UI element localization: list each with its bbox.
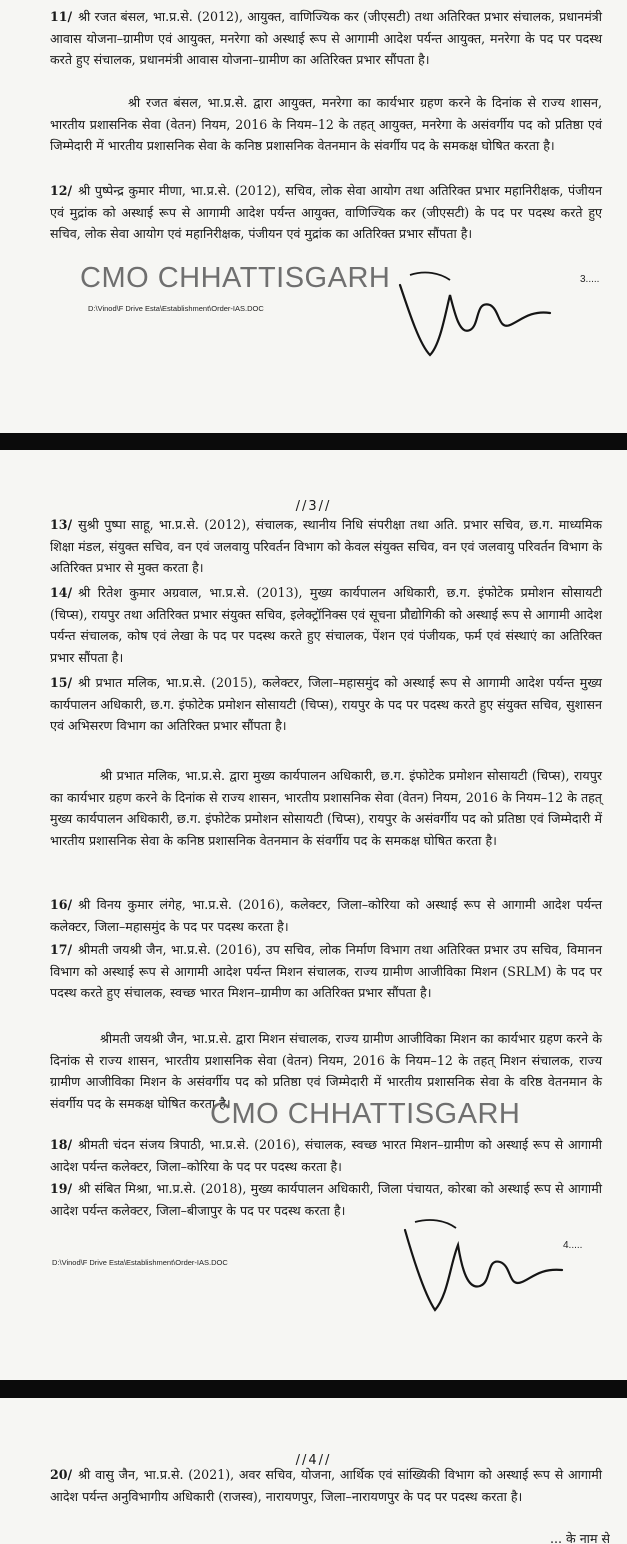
order-item-17	[50, 939, 602, 1027]
order-item-15	[50, 672, 602, 760]
item-number: 19/	[50, 1181, 73, 1196]
signature-icon	[380, 255, 580, 375]
item-text: सुश्री पुष्पा साहू, भा.प्र.से. (2012), संचालक, स्थानीय निधि संपरीक्षा तथा अति. प्रभार सचिव, छ.ग. माध्यमिक शिक्षा मंडल, संयुक्त सचिव, वन एवं जलवायु परिवर्तन विभाग को केवल संयुक्त सचिव, वन एवं जलवायु परिवर्तन विभाग के अतिरिक्त प्रभार से मुक्त करता है।	[50, 517, 602, 576]
order-item-14	[50, 582, 602, 670]
item-number: 14/	[50, 585, 73, 600]
signature-icon	[390, 1210, 583, 1330]
document-page-2	[0, 0, 627, 433]
item-number: 20/	[50, 1467, 73, 1482]
item-number: 12/	[50, 183, 73, 198]
item-text: श्री पुष्पेन्द्र कुमार मीणा, भा.प्र.से. (2012), सचिव, लोक सेवा आयोग तथा अतिरिक्त प्रभार महानिरीक्षक, पंजीयन एवं मुद्रांक को अस्थाई रूप से आगामी आदेश पर्यन्त आयुक्त, वाणिज्यिक कर (जीएसटी) के पद पर पदस्थ करते हुए सचिव, लोक सेवा आयोग एवं महानिरीक्षक, पंजीयन एवं मुद्रांक का अतिरिक्त प्रभार सौंपता है।	[50, 183, 602, 242]
watermark: CMO CHHATTISGARH	[80, 262, 391, 294]
page-separator	[0, 433, 627, 450]
next-page-marker: 3.....	[580, 274, 600, 285]
next-page-marker: 4.....	[563, 1240, 583, 1251]
order-item-15-note	[50, 765, 602, 890]
item-number: 13/	[50, 517, 73, 532]
page-header: //4//	[295, 1453, 332, 1468]
item-number: 11/	[50, 9, 73, 24]
order-item-11	[50, 6, 602, 86]
order-item-12	[50, 180, 602, 260]
item-number: 17/	[50, 942, 73, 957]
file-path: D:\Vinod\F Drive Esta\Establishment\Order-IAS.DOC	[52, 1258, 228, 1267]
file-path: D:\Vinod\F Drive Esta\Establishment\Order-IAS.DOC	[88, 304, 264, 313]
item-text: श्रीमती जयश्री जैन, भा.प्र.से. (2016), उप सचिव, लोक निर्माण विभाग तथा अतिरिक्त प्रभार उप सचिव, विमानन विभाग को अस्थाई रूप से आगामी आदेश पर्यन्त मिशन संचालक, राज्य ग्रामीण आजीविका मिशन (SRLM) के पद पर पदस्थ करते हुए संचालक, स्वच्छ भारत मिशन–ग्रामीण का अतिरिक्त प्रभार सौंपता है।	[50, 942, 602, 1001]
item-text: श्री रजत बंसल, भा.प्र.से. (2012), आयुक्त, वाणिज्यिक कर (जीएसटी) तथा अतिरिक्त प्रभार संचालक, प्रधानमंत्री आवास योजना–ग्रामीण एवं आयुक्त, मनरेगा को अस्थाई रूप से आगामी आदेश पर्यन्त आयुक्त, मनरेगा के पद पर पदस्थ करते हुए संचालक, प्रधानमंत्री आवास योजना–ग्रामीण का अतिरिक्त प्रभार सौंपता है।	[50, 9, 602, 68]
item-number: 16/	[50, 897, 73, 912]
item-number: 15/	[50, 675, 73, 690]
item-text: श्री रितेश कुमार अग्रवाल, भा.प्र.से. (2013), मुख्य कार्यपालन अधिकारी, छ.ग. इंफोटेक प्रमोशन सोसायटी (चिप्स), रायपुर तथा अतिरिक्त प्रभार संयुक्त सचिव, इलेक्ट्रॉनिक्स एवं सूचना प्रौद्योगिकी को अस्थाई रूप से आगामी आदेश पर्यन्त संचालक, कोष एवं लेखा के पद पर पदस्थ करते हुए संचालक, पेंशन एवं पंजीयक, फर्म एवं संस्थाएं का अतिरिक्त प्रभार सौंपता है।	[50, 585, 602, 666]
item-text: श्री प्रभात मलिक, भा.प्र.से. द्वारा मुख्य कार्यपालन अधिकारी, छ.ग. इंफोटेक प्रमोशन सोसायटी (चिप्स), रायपुर का कार्यभार ग्रहण करने के दिनांक से राज्य शासन, भारतीय प्रशासनिक सेवा (वेतन) नियम, 2016 के नियम–12 के तहत् मुख्य कार्यपालन अधिकारी, छ.ग. इंफोटेक प्रमोशन सोसायटी (चिप्स), रायपुर के असंवर्गीय पद को प्रतिष्ठा एवं जिम्मेदारी में भारतीय प्रशासनिक सेवा के कनिष्ठ प्रशासनिक वेतनमान के संवर्गीय पद के समकक्ष घोषित करता है।	[50, 768, 602, 849]
item-text: श्री प्रभात मलिक, भा.प्र.से. (2015), कलेक्टर, जिला–महासमुंद को अस्थाई रूप से आगामी आदेश पर्यन्त मुख्य कार्यपालन अधिकारी, छ.ग. इंफोटेक प्रमोशन सोसायटी (चिप्स), रायपुर के पद पर पदस्थ करते हुए संयुक्त सचिव, सुशासन एवं अभिसरण विभाग का अतिरिक्त प्रभार सौंपता है।	[50, 675, 602, 734]
order-item-18	[50, 1134, 602, 1178]
item-text: श्री संबित मिश्रा, भा.प्र.से. (2018), मुख्य कार्यपालन अधिकारी, जिला पंचायत, कोरबा को अस्थाई रूप से आगामी आदेश पर्यन्त कलेक्टर, जिला–बीजापुर के पद पर पदस्थ करता है।	[50, 1181, 602, 1218]
item-text: श्रीमती जयश्री जैन, भा.प्र.से. द्वारा मिशन संचालक, राज्य ग्रामीण आजीविका मिशन का कार्यभार ग्रहण करने के दिनांक से राज्य शासन, भारतीय प्रशासनिक सेवा (वेतन) नियम, 2016 के नियम–12 के तहत् मिशन संचालक, राज्य ग्रामीण आजीविका मिशन के असंवर्गीय पद को प्रतिष्ठा एवं जिम्मेदारी में भारतीय प्रशासनिक सेवा के वरिष्ठ वेतनमान के संवर्गीय पद के समकक्ष घोषित करता है।	[50, 1031, 602, 1112]
order-item-11-note	[50, 92, 602, 178]
item-number: 18/	[50, 1137, 73, 1152]
item-text: श्री रजत बंसल, भा.प्र.से. द्वारा आयुक्त, मनरेगा का कार्यभार ग्रहण करने के दिनांक से राज्य शासन, भारतीय प्रशासनिक सेवा (वेतन) नियम, 2016 के नियम–12 के तहत् आयुक्त, मनरेगा के असंवर्गीय पद को प्रतिष्ठा एवं जिम्मेदारी में भारतीय प्रशासनिक सेवा के कनिष्ठ प्रशासनिक वेतनमान के संवर्गीय पद के समकक्ष घोषित करता है।	[50, 95, 602, 154]
item-text: श्रीमती चंदन संजय त्रिपाठी, भा.प्र.से. (2016), संचालक, स्वच्छ भारत मिशन–ग्रामीण को अस्थाई रूप से आगामी आदेश पर्यन्त कलेक्टर, जिला–कोरिया के पद पर पदस्थ करता है।	[50, 1137, 602, 1174]
page-separator	[0, 1380, 627, 1398]
document-page-4	[0, 1398, 627, 1544]
order-item-20	[50, 1464, 602, 1534]
cut-off-text: ... के नाम से	[550, 1531, 610, 1544]
item-text: श्री विनय कुमार लंगेह, भा.प्र.से. (2016), कलेक्टर, जिला–कोरिया को अस्थाई रूप से आगामी आदेश पर्यन्त कलेक्टर, जिला–महासमुंद के पद पर पदस्थ करता है।	[50, 897, 602, 934]
item-text: श्री वासु जैन, भा.प्र.से. (2021), अवर सचिव, योजना, आर्थिक एवं सांख्यिकी विभाग को अस्थाई रूप से आगामी आदेश पर्यन्त अनुविभागीय अधिकारी (राजस्व), नारायणपुर, जिला–नारायणपुर के पद पर पदस्थ करता है।	[50, 1467, 602, 1504]
order-item-16	[50, 894, 602, 938]
document-page-3	[0, 450, 627, 1380]
order-item-13	[50, 514, 602, 582]
page-header: //3//	[295, 499, 332, 514]
watermark: CMO CHHATTISGARH	[210, 1098, 521, 1130]
